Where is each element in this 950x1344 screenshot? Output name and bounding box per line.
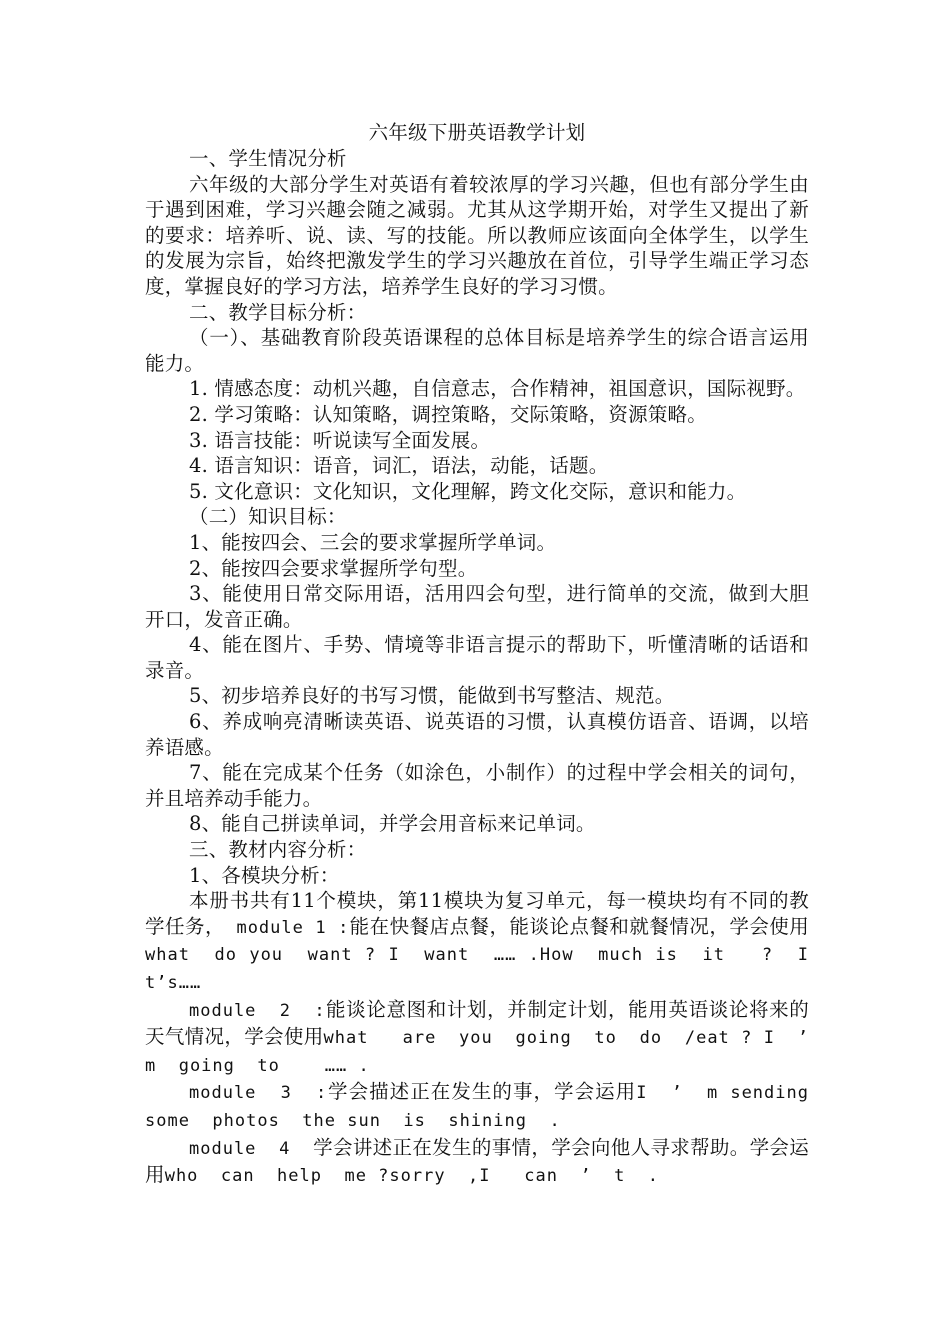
document-body [145, 120, 832, 1190]
list-item: 8、能自己拼读单词，并学会用音标来记单词。 [189, 812, 596, 836]
list-item: 4、能在图片、手势、情境等非语言提示的帮助下，听懂清晰的话语和录音。 [145, 633, 809, 682]
subsection-heading: 1、各模块分析： [189, 863, 340, 887]
list-item: 1. 情感态度：动机兴趣，自信意志，合作精神，祖国意识，国际视野。 [189, 377, 806, 401]
list-item: 2. 学习策略：认知策略，调控策略，交际策略，资源策略。 [189, 402, 707, 426]
module-sentences: what do you want ? I want …… .How much is it ? It’s…… [145, 945, 809, 993]
module-paragraph [145, 1079, 832, 1134]
list-item: 4. 语言知识：语音，词汇，语法，动能，话题。 [189, 454, 609, 478]
module-sentences: I ’ m sending some photos the sun is shining . [145, 1083, 832, 1131]
list-item: 1、能按四会、三会的要求掌握所学单词。 [189, 530, 557, 554]
list-item: 7、能在完成某个任务（如涂色，小制作）的过程中学会相关的词句，并且培养动手能力。 [145, 761, 809, 810]
module-description: 学会讲述正在发生的事情，学会向他人寻求帮助。学会运用 [145, 1135, 809, 1187]
module-label: module 3 : [189, 1083, 328, 1104]
module-label: module 2 : [189, 1000, 326, 1021]
module-label: module 4 [189, 1138, 314, 1159]
document-title: 六年级下册英语教学计划 [368, 121, 586, 144]
module-paragraph [145, 1135, 809, 1190]
module-sentences: who can help me ?sorry ,I can ’ t . [164, 1166, 660, 1187]
list-item: 3. 语言技能：听说读写全面发展。 [189, 428, 491, 452]
module-label: module 1 : [224, 917, 350, 938]
list-item: 2、能按四会要求掌握所学句型。 [189, 556, 478, 580]
list-item: 5、初步培养良好的书写习惯，能做到书写整洁、规范。 [189, 684, 675, 708]
module-paragraph [145, 997, 832, 1080]
module-lead: 本册书共有11个模块，第11模块为复习单元，每一模块均有不同的教学任务， [145, 889, 809, 938]
module-paragraph [145, 888, 809, 996]
section-heading: 一、学生情况分析 [189, 147, 347, 170]
list-item: 6、养成响亮清晰读英语、说英语的习惯，认真模仿语音、语调，以培养语感。 [145, 710, 809, 759]
module-description: 学会描述正在发生的事，学会运用 [327, 1080, 637, 1104]
module-description: 能在快餐店点餐，能谈论点餐和就餐情况，学会使用 [349, 914, 809, 938]
paragraph: 六年级的大部分学生对英语有着较浓厚的学习兴趣，但也有部分学生由于遇到困难，学习兴趣会随之减弱。尤其从这学期开始，对学生又提出了新的要求：培养听、说、读、写的技能。所以教师应该面向全体学生，以学生的发展为宗旨，始终把激发学生的学习兴趣放在首位，引导学生端正学习态度，掌握良好的学习方法，培养学生良好的学习习惯。 [145, 172, 809, 298]
subsection-heading: （二）知识目标： [189, 505, 347, 529]
list-item: 3、能使用日常交际用语，活用四会句型，进行简单的交流，做到大胆开口，发音正确。 [145, 582, 809, 631]
paragraph: （一）、基础教育阶段英语课程的总体目标是培养学生的综合语言运用能力。 [145, 326, 809, 375]
list-item: 5. 文化意识：文化知识，文化理解，跨文化交际，意识和能力。 [189, 479, 747, 503]
section-heading: 三、教材内容分析： [189, 838, 367, 862]
section-heading: 二、教学目标分析： [189, 300, 367, 324]
module-description: 能谈论意图和计划，并制定计划，能用英语谈论将来的天气情况，学会使用 [145, 997, 809, 1049]
module-sentences: what are you going to do /eat ? I ’ m going to …… . [145, 1028, 832, 1076]
